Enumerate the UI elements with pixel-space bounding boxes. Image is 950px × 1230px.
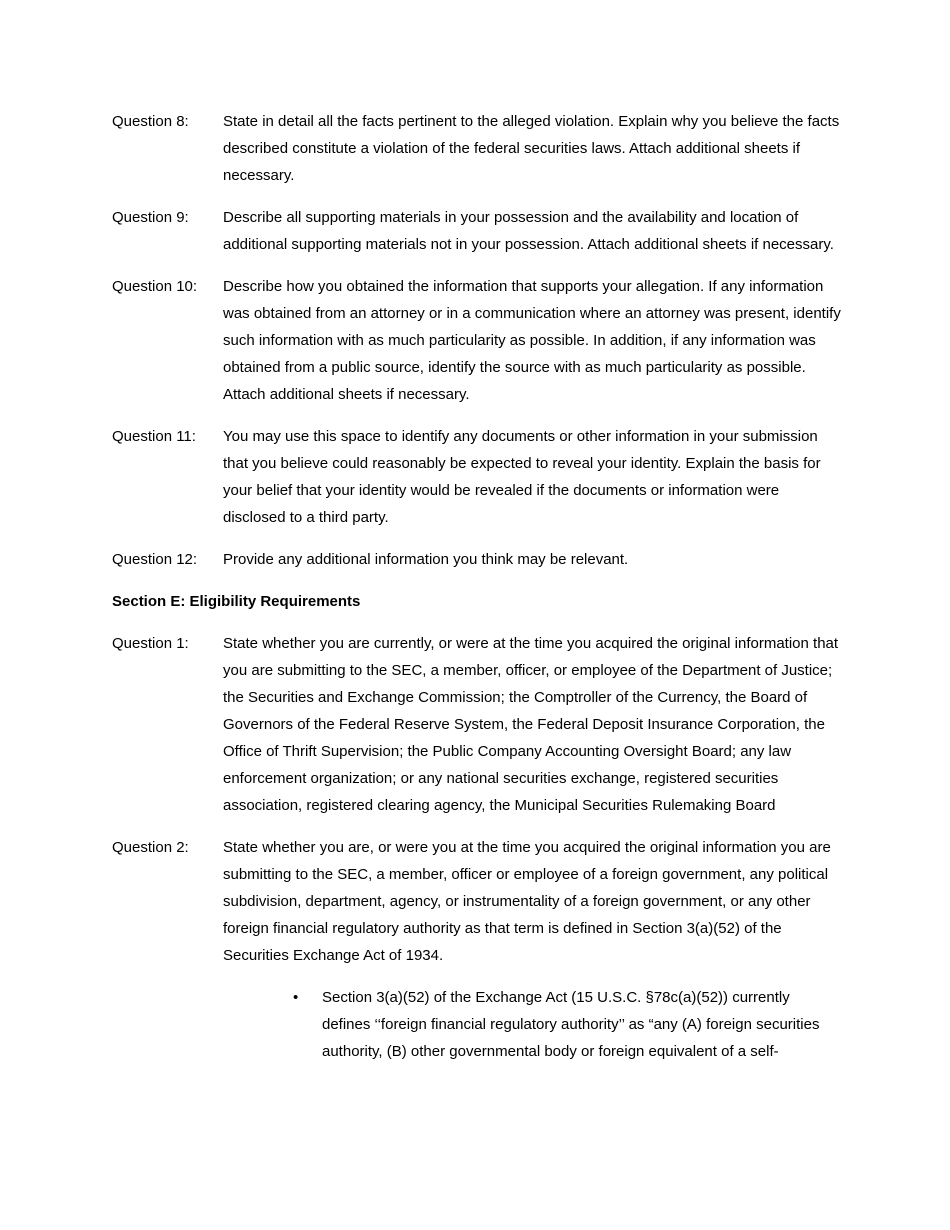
bullet-icon: • — [293, 989, 299, 1006]
definition-bullet-list — [292, 984, 842, 1065]
question-11 — [112, 423, 842, 531]
question-label: Question 2: — [112, 839, 189, 856]
question-text: Describe all supporting materials in your possession and the availability and location of additional supporting materials not in your possession. Attach additional sheets if necessary. — [223, 209, 834, 253]
question-text: Provide any additional information you think may be relevant. — [223, 551, 629, 568]
question-text: Describe how you obtained the information that supports your allegation. If any information was obtained from an attorney or in a communication where an attorney was present, identify such information with as much particularity as possible. In addition, if any information was obtained from a public source, identify the source with as much particularity as possible. Attach additional sheets if necessary. — [223, 278, 841, 403]
question-label: Question 1: — [112, 635, 189, 652]
question-label: Question 9: — [112, 209, 189, 226]
question-label: Question 12: — [112, 551, 198, 568]
question-9 — [112, 204, 842, 258]
section-e-question-2 — [112, 834, 842, 969]
list-item — [292, 984, 842, 1065]
question-text: State whether you are currently, or were at the time you acquired the original information that you are submitting to the SEC, a member, officer, or employee of the Department of Justice; the Securities and Exchange Commission; the Comptroller of the Currency, the Board of Governors of the Federal Reserve System, the Federal Deposit Insurance Corporation, the Office of Thrift Supervision; the Public Company Accounting Oversight Board; any law enforcement organization; or any national securities exchange, registered securities association, registered clearing agency, the Municipal Securities Rulemaking Board — [223, 635, 839, 814]
question-label: Question 8: — [112, 113, 189, 130]
question-text: State whether you are, or were you at the time you acquired the original information you are submitting to the SEC, a member, officer or employee of a foreign government, any political subdivision, department, agency, or instrumentality of a foreign government, or any other foreign financial regulatory authority as that term is defined in Section 3(a)(52) of the Securities Exchange Act of 1934. — [223, 839, 831, 964]
question-8 — [112, 108, 842, 189]
question-label: Question 10: — [112, 278, 198, 295]
question-label: Question 11: — [112, 428, 196, 445]
question-text: You may use this space to identify any documents or other information in your submission that you believe could reasonably be expected to reveal your identity. Explain the basis for your belief that your identity would be revealed if the documents or information were disclosed to a third party. — [223, 428, 821, 526]
question-10 — [112, 273, 842, 408]
section-e-heading: Section E: Eligibility Requirements — [112, 593, 361, 610]
bullet-text: Section 3(a)(52) of the Exchange Act (15 U.S.C. §78c(a)(52)) currently defines ‘‘foreign financial regulatory authority’’ as “any (A) foreign securities authority, (B) other governmental body or foreign equivalent of a self- — [322, 989, 820, 1060]
section-e-question-1 — [112, 630, 842, 819]
question-12 — [112, 546, 842, 573]
document-content — [112, 108, 842, 1065]
question-text: State in detail all the facts pertinent to the alleged violation. Explain why you believe the facts described constitute a violation of the federal securities laws. Attach additional sheets if necessary. — [223, 113, 840, 184]
